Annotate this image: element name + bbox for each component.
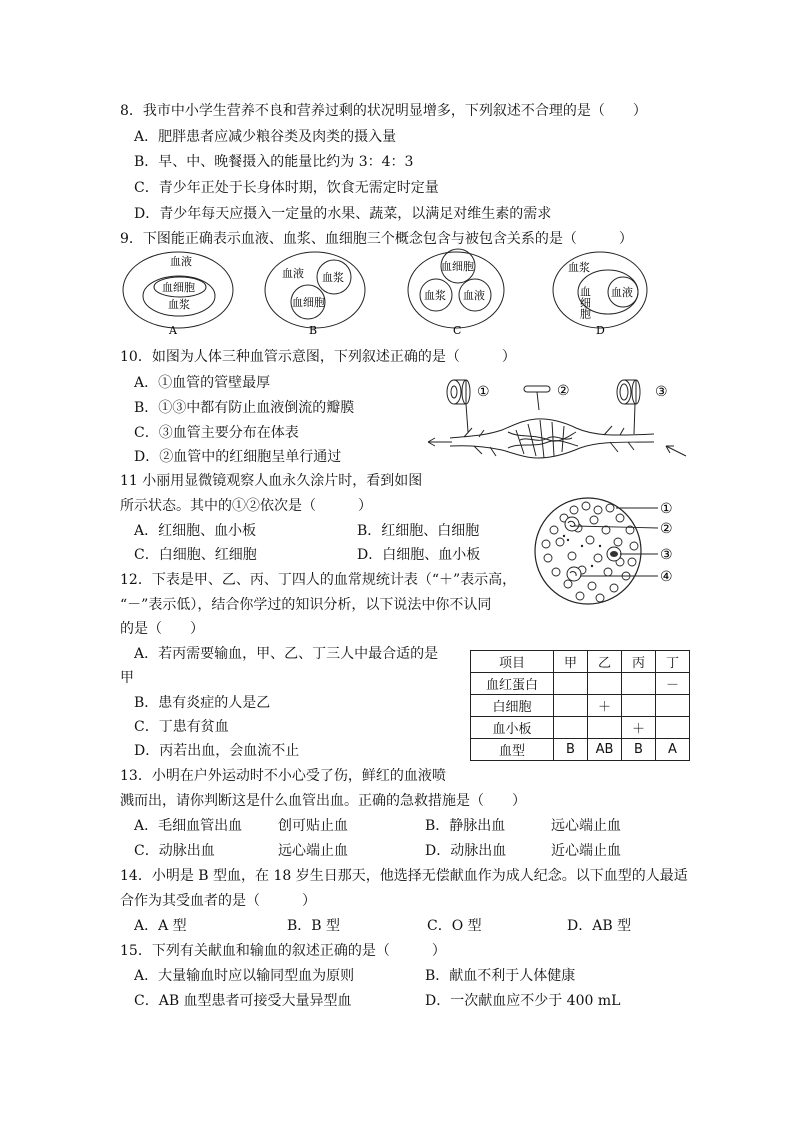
q11-option-d: D．白细胞、血小板: [357, 547, 481, 563]
q10-option-b: B．①③中都有防止血液倒流的瓣膜: [134, 400, 355, 416]
q13-option-a: A．毛细血管出血: [134, 818, 243, 834]
table-cell: －: [656, 673, 690, 695]
vessel-network: [428, 419, 686, 458]
q12-option-a-cont: 甲: [120, 670, 134, 686]
q11-option-c: C．白细胞、红细胞: [134, 547, 257, 563]
q15-stem: 15．下列有关献血和输血的叙述正确的是（ ）: [120, 943, 446, 959]
label-3: ③: [655, 384, 668, 400]
venn-b: [265, 252, 365, 337]
q12-stem-line2: “－”表示低），结合你学过的知识分析，以下说法中你不认同: [120, 597, 492, 613]
table-header-row: [471, 651, 690, 673]
q13-option-b: B．静脉出血: [425, 818, 506, 834]
venn-c-top-label: 血细胞: [441, 260, 474, 273]
table-row: [471, 739, 690, 761]
table-header-cell: 甲: [554, 651, 588, 673]
q14-stem-line1: 14．小明是 B 型血，在 18 岁生日那天，他选择无偿献血作为成人纪念。以下血型的人最适: [120, 868, 688, 884]
q14-option-d: D．AB 型: [567, 918, 632, 934]
table-row: [471, 695, 690, 717]
q8-stem: 8．我市中小学生营养不良和营养过剩的状况明显增多，下列叙述不合理的是（ ）: [120, 103, 647, 119]
smear-label-2: ②: [660, 521, 673, 537]
capillary-cross-section: [524, 383, 570, 410]
q15-option-d: D．一次献血应不少于 400 mL: [425, 993, 621, 1009]
label-1: ①: [477, 384, 490, 400]
q14-option-a: A．A 型: [134, 918, 187, 934]
q10-stem: 10．如图为人体三种血管示意图，下列叙述正确的是（ ）: [120, 349, 516, 365]
table-cell: 血红蛋白: [471, 673, 554, 695]
microscope-field: [535, 498, 641, 604]
venn-c-c2-label: 血液: [463, 289, 485, 302]
table-cell: [588, 717, 622, 739]
venn-d-letter: D: [596, 324, 605, 337]
table-cell: ＋: [622, 717, 656, 739]
q13-option-c: C．动脉出血: [134, 843, 215, 859]
venn-d-inner-label: 血液: [611, 286, 633, 299]
q12-stem-line3: 的是（ ）: [120, 621, 204, 637]
table-cell: ＋: [588, 695, 622, 717]
venn-c: [408, 249, 504, 337]
table-cell: A: [656, 739, 690, 761]
q13-stem-line2: 溅而出，请你判断这是什么血管出血。正确的急救措施是（ ）: [120, 793, 526, 809]
table-cell: [554, 695, 588, 717]
table-cell: [554, 717, 588, 739]
q8-option-b: B．早、中、晚餐摄入的能量比约为 3：4：3: [134, 154, 414, 170]
blood-test-table: [470, 650, 690, 761]
venn-a-letter: A: [169, 324, 177, 337]
table-cell: B: [622, 739, 656, 761]
table-header-cell: 项目: [471, 651, 554, 673]
venn-a: [123, 252, 233, 337]
q13-stem-line1: 13．小明在户外运动时不小心受了伤，鲜红的血液喷: [120, 768, 446, 784]
table-cell: [554, 673, 588, 695]
q8-option-c: C．青少年正处于长身体时期，饮食无需定时定量: [134, 180, 439, 196]
q15-option-c: C．AB 血型患者可接受大量异型血: [134, 993, 352, 1009]
table-cell: 白细胞: [471, 695, 554, 717]
q11-option-a: A．红细胞、血小板: [134, 523, 257, 539]
venn-b-c2-label: 血细胞: [292, 296, 325, 309]
q14-option-c: C．O 型: [427, 918, 482, 934]
table-cell: [588, 673, 622, 695]
venn-b-outer-label: 血液: [282, 267, 304, 280]
blood-vessel-diagram: [424, 374, 694, 470]
q10-option-c: C．③血管主要分布在体表: [134, 425, 299, 441]
q8-option-a: A．肥胖患者应减少粮谷类及肉类的摄入量: [134, 129, 397, 145]
q12-option-a: A．若丙需要输血，甲、乙、丁三人中最合适的是: [134, 646, 439, 662]
vein-cross-section: [617, 380, 668, 434]
table-cell: [622, 695, 656, 717]
q12-option-b: B．患有炎症的人是乙: [134, 695, 271, 711]
q12-option-c: C．丁患有贫血: [134, 719, 229, 735]
q14-option-b: B．B 型: [287, 918, 341, 934]
q11-option-b: B．红细胞、白细胞: [357, 523, 480, 539]
q15-option-b: B．献血不利于人体健康: [425, 968, 576, 984]
q13-option-c-measure: 远心端止血: [278, 843, 348, 859]
q8-option-d: D．青少年每天应摄入一定量的水果、蔬菜，以满足对维生素的需求: [134, 206, 552, 222]
venn-b-letter: B: [309, 324, 318, 337]
blood-smear-diagram: [534, 496, 684, 606]
venn-a-outer-label: 血液: [170, 255, 192, 268]
table-row: [471, 673, 690, 695]
q9-stem: 9．下图能正确表示血液、血浆、血细胞三个概念包含与被包含关系的是（ ）: [120, 231, 633, 247]
q13-option-d: D．动脉出血: [425, 843, 507, 859]
q10-option-a: A．①血管的管壁最厚: [134, 375, 271, 391]
table-cell: 血小板: [471, 717, 554, 739]
venn-a-inner-label: 血浆: [168, 298, 190, 311]
artery-cross-section: [447, 380, 490, 432]
smear-label-3: ③: [660, 547, 673, 563]
smear-label-1: ①: [660, 501, 673, 517]
q12-stem-line1: 12．下表是甲、乙、丙、丁四人的血常规统计表（“＋”表示高，: [120, 572, 517, 588]
q9-venn-diagrams: [118, 246, 678, 338]
table-cell: AB: [588, 739, 622, 761]
q10-option-d: D．②血管中的红细胞呈单行通过: [134, 449, 342, 465]
q15-option-a: A．大量输血时应以输同型血为原则: [134, 968, 355, 984]
venn-c-c1-label: 血浆: [424, 289, 446, 302]
venn-b-c1-label: 血浆: [322, 271, 344, 284]
q13-option-a-measure: 创可贴止血: [278, 818, 348, 834]
table-cell: 血型: [471, 739, 554, 761]
label-2: ②: [557, 383, 570, 399]
venn-c-letter: C: [453, 324, 462, 337]
table-header-cell: 丙: [622, 651, 656, 673]
q13-option-d-measure: 近心端止血: [551, 843, 621, 859]
table-cell: [656, 717, 690, 739]
table-header-cell: 丁: [656, 651, 690, 673]
table-header-cell: 乙: [588, 651, 622, 673]
q11-stem-line1: 11 小丽用显微镜观察人血永久涂片时，看到如图: [120, 473, 423, 489]
table-cell: [622, 673, 656, 695]
q14-stem-line2: 合作为其受血者的是（ ）: [120, 893, 316, 909]
table-cell: B: [554, 739, 588, 761]
venn-d-mid-label: 血细胞: [578, 286, 592, 319]
q13-option-b-measure: 远心端止血: [551, 818, 621, 834]
venn-d: [553, 252, 647, 337]
q12-option-d: D．丙若出血，会血流不止: [134, 743, 300, 759]
table-cell: [656, 695, 690, 717]
smear-label-4: ④: [660, 569, 673, 585]
venn-a-mid-label: 血细胞: [162, 281, 195, 294]
venn-d-outer-label: 血浆: [568, 261, 590, 274]
q11-stem-line2: 所示状态。其中的①②依次是（ ）: [120, 498, 372, 514]
table-row: [471, 717, 690, 739]
